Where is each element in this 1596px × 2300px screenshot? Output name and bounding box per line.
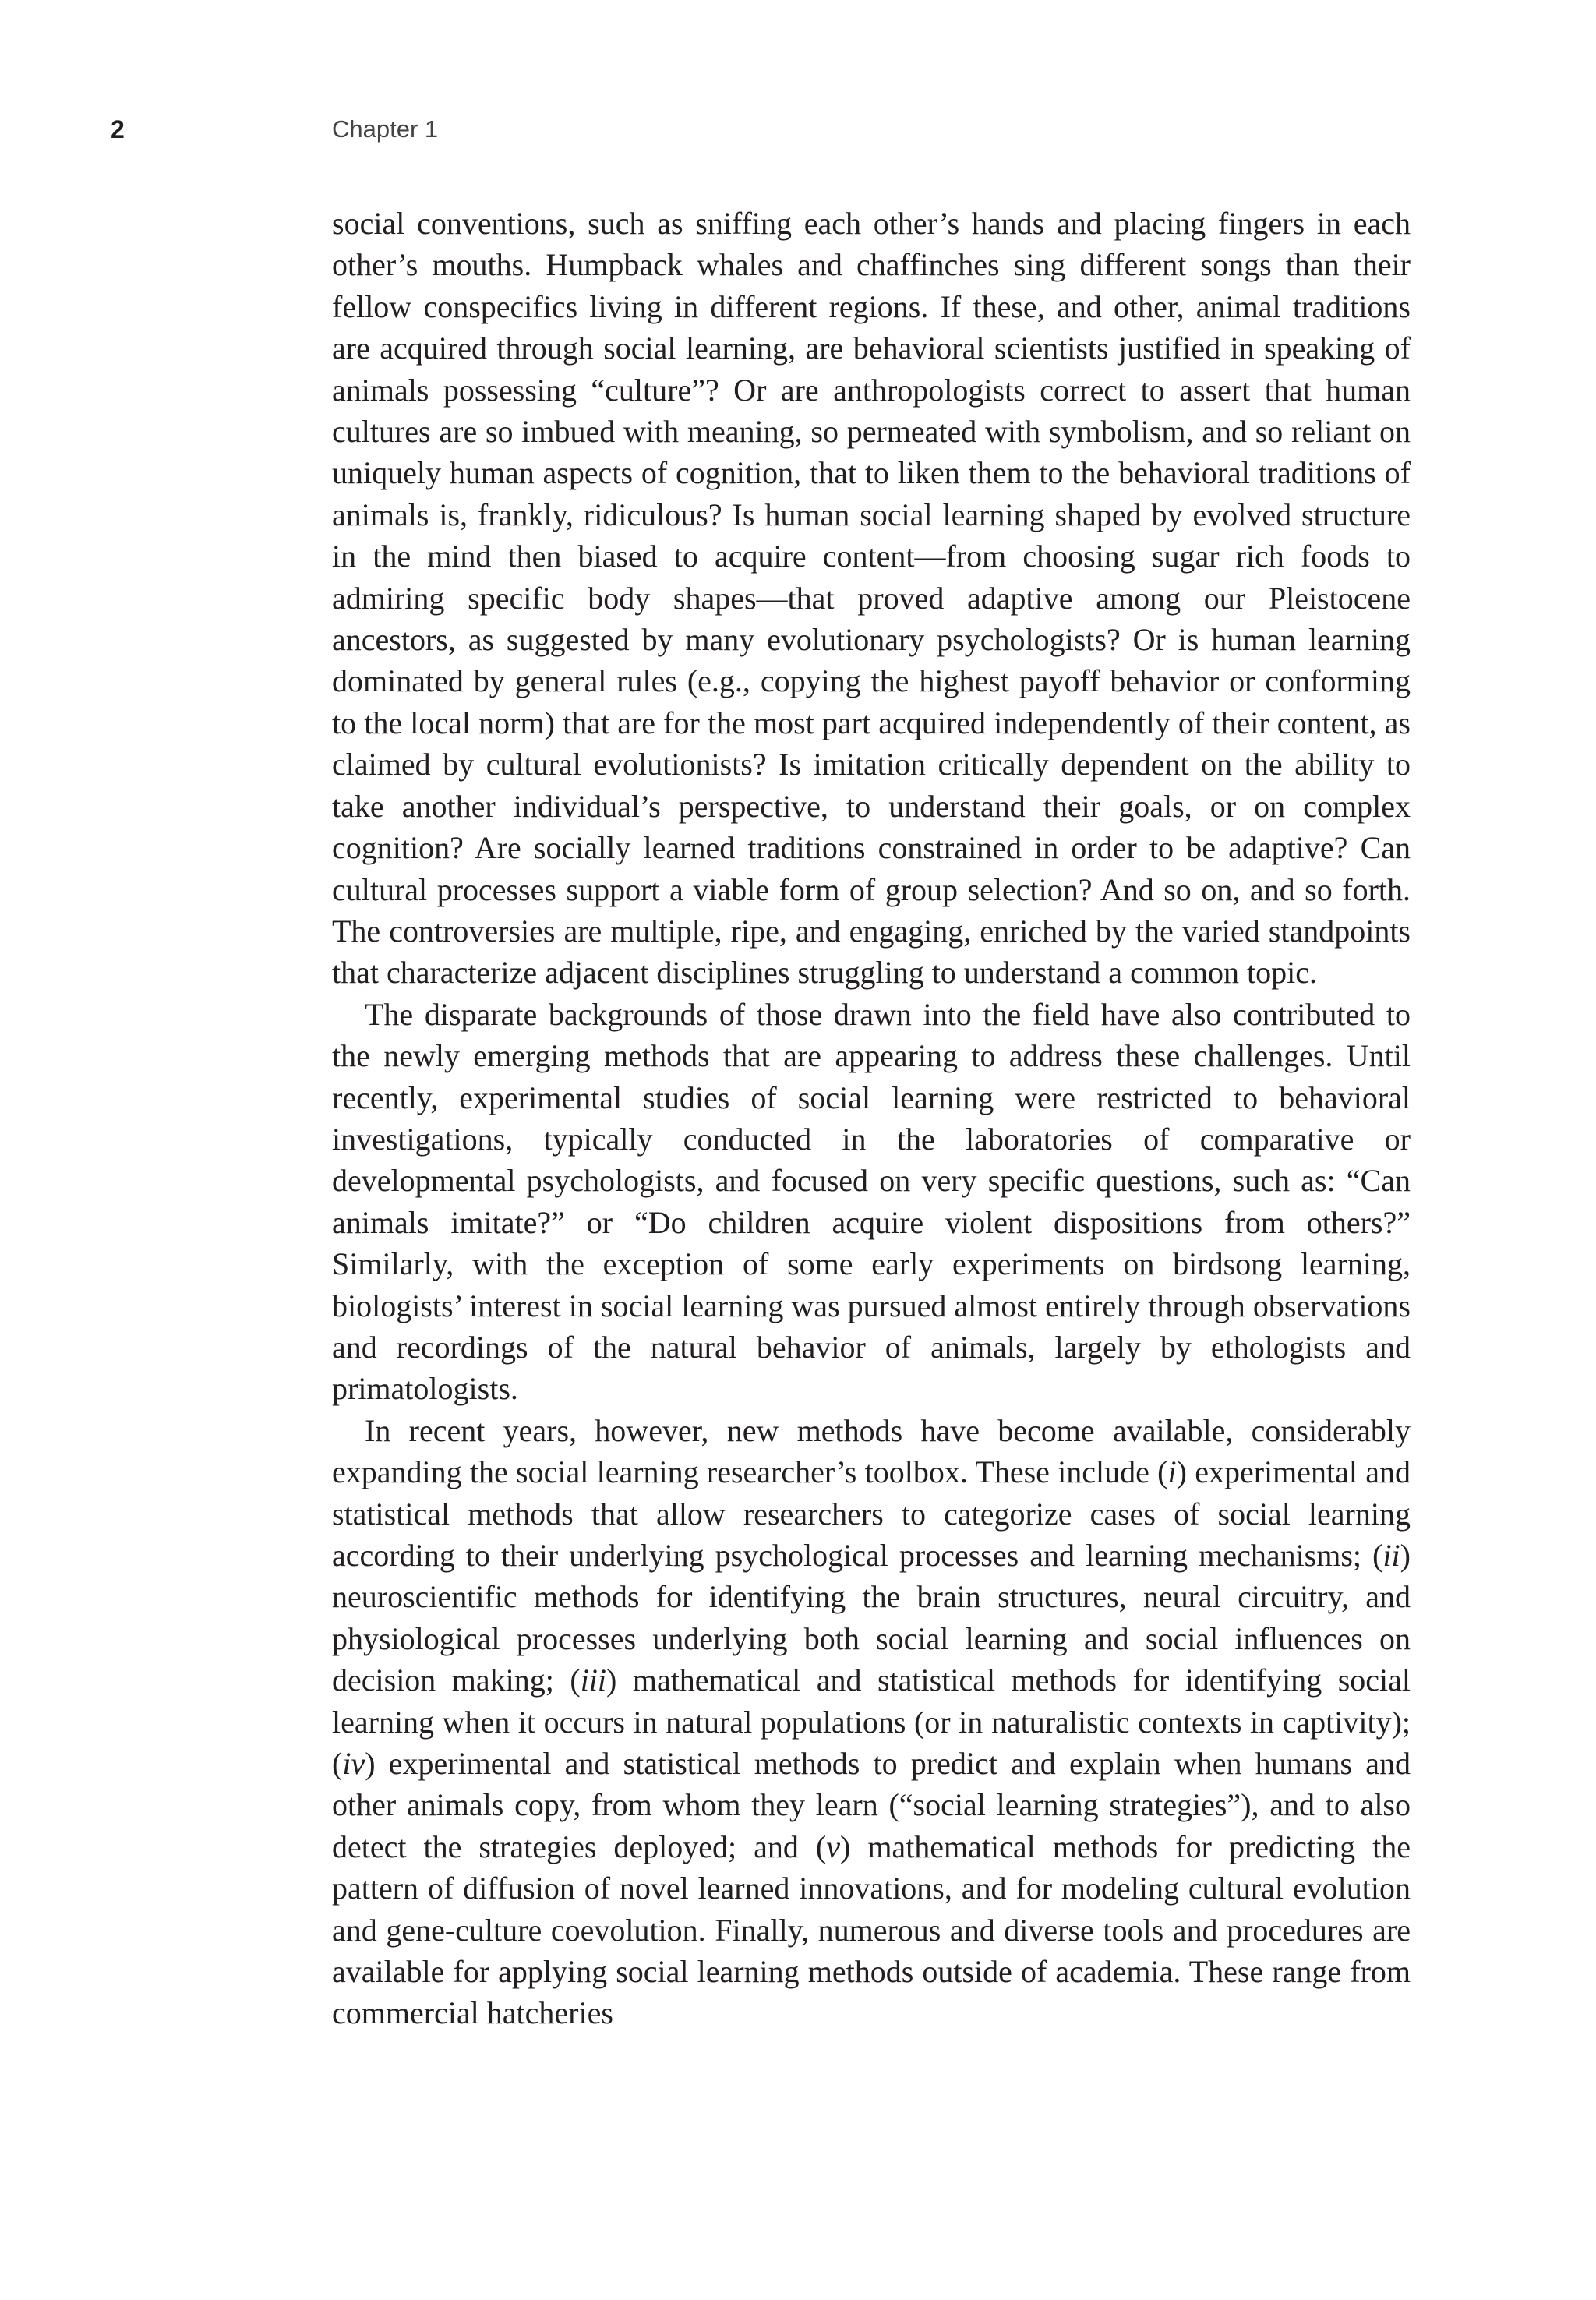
list-marker-i: i <box>1167 1454 1177 1490</box>
list-marker-iv: iv <box>342 1746 365 1782</box>
list-marker-iii: iii <box>580 1662 607 1698</box>
page-number: 2 <box>111 115 125 143</box>
list-marker-v: v <box>826 1828 840 1864</box>
paragraph-3-text: ) experimental and statistical methods to predict and explain when humans and other animals copy, from whom they learn (“social learning strategies”), and to also detect the strategies deployed; and ( <box>332 1746 1411 1864</box>
paragraph-3-text: ) mathematical methods for predicting the pattern of diffusion of novel learned innovations, and for modeling cultural evolution and gene-culture coevolution. Finally, numerous and diverse tools and procedures are available for applying social learning methods outside of academia. These range from commercial hatcheries <box>332 1828 1411 2031</box>
paragraph-2: The disparate backgrounds of those drawn into the field have also contributed to the newly emerging methods that are appearing to address these challenges. Until recently, experimental studies of social learning were restricted to behavioral investigations, typically conducted in the laboratories of comparative or developmental psychologists, and focused on very specific questions, such as: “Can animals imitate?” or “Do children acquire violent dispositions from others?” Similarly, with the exception of some early experiments on birdsong learning, biologists’ interest in social learning was pursued almost entirely through observations and recordings of the natural behavior of animals, largely by ethologists and primatologists. <box>332 996 1411 1407</box>
list-marker-ii: ii <box>1382 1538 1400 1573</box>
paragraph-3-text: ) neuroscientific methods for identifying the brain structures, neural circuitry, and physiological processes underlying both social learning and social influences on decision making; ( <box>332 1538 1411 1698</box>
paragraph-3-text: In recent years, however, new methods have become available, considerably expanding the social learning researcher’s toolbox. These include ( <box>332 1412 1411 1490</box>
paragraph-1: social conventions, such as sniffing each other’s hands and placing fingers in each other’s mouths. Humpback whales and chaffinches sing different songs than their fellow conspecifics living in different regions. If these, and other, animal traditions are acquired through social learning, are behavioral scientists justified in speaking of animals possessing “culture”? Or are anthropologists correct to assert that human cultures are so imbued with meaning, so permeated with symbolism, and so reliant on uniquely human aspects of cognition, that to liken them to the behavioral traditions of animals is, frankly, ridiculous? Is human social learning shaped by evolved structure in the mind then biased to acquire content—from choosing sugar rich foods to admiring specific body shapes—that proved adaptive among our Pleistocene ancestors, as suggested by many evolutionary psychologists? Or is human learning dominated by general rules (e.g., copying the highest payoff behavior or conforming to the local norm) that are for the most part acquired independently of their content, as claimed by cultural evolutionists? Is imitation critically dependent on the ability to take another individual’s perspective, to understand their goals, or on complex cognition? Are socially learned traditions constrained in order to be adaptive? Can cultural processes support a viable form of group selection? And so on, and so forth. The controversies are multiple, ripe, and engaging, enriched by the varied standpoints that characterize adjacent disciplines struggling to understand a common topic. <box>332 206 1411 991</box>
running-head: Chapter 1 <box>332 115 439 143</box>
paragraph-3 <box>332 1410 1411 2034</box>
paragraph-3-text: ) experimental and statistical methods that allow researchers to categorize cases of social learning according to their underlying psychological processes and learning mechanisms; ( <box>332 1454 1411 1573</box>
paragraph-3-text: ) mathematical and statistical methods for identifying social learning when it occurs in natural populations (or in naturalistic contexts in captivity); ( <box>332 1662 1411 1782</box>
body-text <box>332 203 1411 2034</box>
